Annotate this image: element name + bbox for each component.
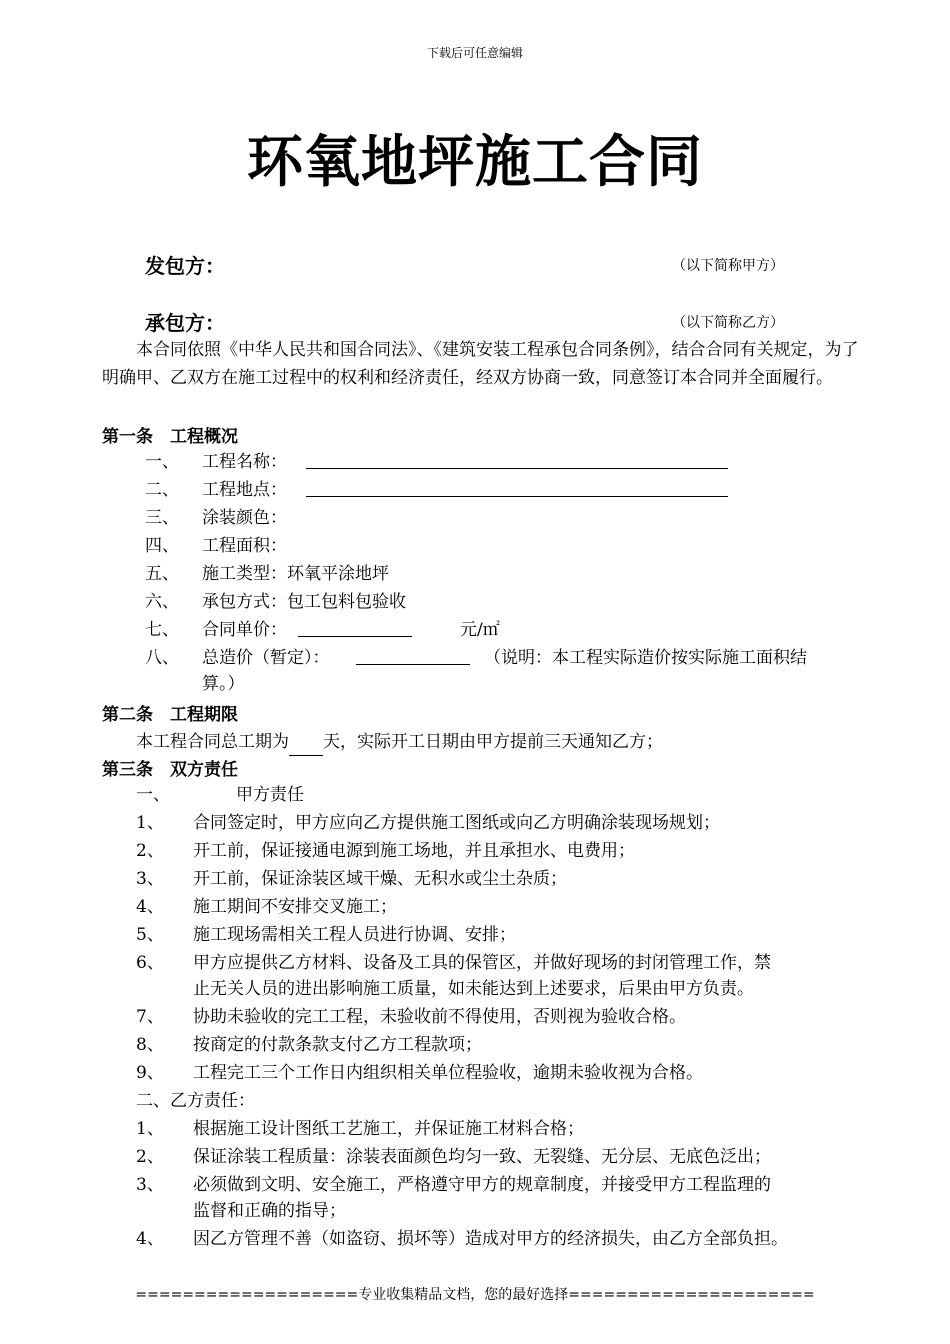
unit-price-unit: 元/㎡ xyxy=(460,620,500,640)
project-location-blank xyxy=(306,478,728,497)
item-num: 7、 xyxy=(136,1007,164,1027)
article-3-heading: 第三条 双方责任 xyxy=(102,760,238,780)
party-a-item: 协助未验收的完工工程，未验收前不得使用，否则视为验收合格。 xyxy=(193,1007,686,1027)
construction-type: 施工类型：环氧平涂地坪 xyxy=(202,564,389,584)
project-location-label: 工程地点： xyxy=(202,480,287,500)
item-num: 3、 xyxy=(136,1175,164,1195)
party-a-duties-num: 一、 xyxy=(136,785,170,805)
party-a-item: 施工期间不安排交叉施工； xyxy=(193,897,397,917)
article-1-item-num: 五、 xyxy=(145,564,179,584)
header-note: 下载后可任意编辑 xyxy=(426,46,523,60)
duration-text xyxy=(136,728,663,756)
article-1-item-num: 六、 xyxy=(145,592,179,612)
project-area-label: 工程面积： xyxy=(202,536,287,556)
article-1-item-num: 三、 xyxy=(145,508,179,528)
item-num: 2、 xyxy=(136,841,164,861)
duration-blank xyxy=(289,737,323,756)
total-price-note: （说明：本工程实际造价按实际施工面积结 xyxy=(484,648,807,668)
contract-mode: 承包方式：包工包料包验收 xyxy=(202,592,406,612)
party-a-note: （以下简称甲方） xyxy=(672,258,784,274)
party-a-item: 开工前，保证接通电源到施工场地，并且承担水、电费用； xyxy=(193,841,635,861)
party-a-item: 开工前，保证涂装区域干燥、无积水或尘土杂质； xyxy=(193,869,567,889)
article-1-item-num: 八、 xyxy=(145,648,179,668)
duration-text-before: 本工程合同总工期为 xyxy=(136,732,289,752)
party-b-item: 保证涂装工程质量：涂装表面颜色均匀一致、无裂缝、无分层、无底色泛出； xyxy=(193,1147,771,1167)
party-b-item-cont: 监督和正确的指导； xyxy=(193,1201,346,1221)
duration-text-after: 天，实际开工日期由甲方提前三天通知乙方； xyxy=(323,732,663,752)
item-num: 1、 xyxy=(136,813,164,833)
total-price-label: 总造价（暂定）： xyxy=(202,648,330,668)
footer-banner: ===================专业收集精品文档，您的最好选择===================== xyxy=(135,1287,815,1303)
party-b-duties-heading: 二、乙方责任： xyxy=(136,1091,255,1111)
party-a-duties-heading: 甲方责任 xyxy=(236,785,304,805)
party-b-item: 必须做到文明、安全施工，严格遵守甲方的规章制度，并接受甲方工程监理的 xyxy=(193,1175,771,1195)
article-1-item-num: 四、 xyxy=(145,536,179,556)
item-num: 1、 xyxy=(136,1119,164,1139)
party-b-label: 承包方： xyxy=(145,311,225,335)
total-price-blank xyxy=(356,646,470,665)
party-a-item: 甲方应提供乙方材料、设备及工具的保管区，并做好现场的封闭管理工作，禁 xyxy=(193,953,771,973)
item-num: 4、 xyxy=(136,1229,164,1249)
party-a-item: 工程完工三个工作日内组织相关单位程验收，逾期未验收视为合格。 xyxy=(193,1063,703,1083)
project-name-blank xyxy=(306,450,728,469)
item-num: 8、 xyxy=(136,1035,164,1055)
article-1-item-num: 二、 xyxy=(145,480,179,500)
party-a-item: 按商定的付款条款支付乙方工程款项； xyxy=(193,1035,482,1055)
intro-paragraph: 本合同依照《中华人民共和国合同法》、《建筑安装工程承包合同条例》，结合合同有关规定，为了明确甲、乙双方在施工过程中的权利和经济责任，经双方协商一致，同意签订本合同并全面履行。 xyxy=(102,340,859,388)
party-a-label: 发包方： xyxy=(145,254,225,278)
article-1-item-num: 一、 xyxy=(145,452,179,472)
project-name-label: 工程名称： xyxy=(202,452,287,472)
item-num: 4、 xyxy=(136,897,164,917)
party-a-item: 施工现场需相关工程人员进行协调、安排； xyxy=(193,925,516,945)
item-num: 3、 xyxy=(136,869,164,889)
party-a-item: 合同签定时，甲方应向乙方提供施工图纸或向乙方明确涂装现场规划； xyxy=(193,813,720,833)
article-1-item-num: 七、 xyxy=(145,620,179,640)
party-b-item: 根据施工设计图纸工艺施工，并保证施工材料合格； xyxy=(193,1119,584,1139)
party-b-item: 因乙方管理不善（如盗窃、损坏等）造成对甲方的经济损失，由乙方全部负担。 xyxy=(193,1229,788,1249)
document-title: 环氧地坪施工合同 xyxy=(247,129,703,195)
party-a-item-cont: 止无关人员的进出影响施工质量，如未能达到上述要求，后果由甲方负责。 xyxy=(193,979,754,999)
item-num: 6、 xyxy=(136,953,164,973)
item-num: 9、 xyxy=(136,1063,164,1083)
total-price-note-cont: 算。） xyxy=(202,674,245,694)
coating-color-label: 涂装颜色： xyxy=(202,508,287,528)
party-b-note: （以下简称乙方） xyxy=(672,315,784,331)
article-1-heading: 第一条 工程概况 xyxy=(102,427,238,447)
item-num: 5、 xyxy=(136,925,164,945)
unit-price-label: 合同单价： xyxy=(202,620,287,640)
item-num: 2、 xyxy=(136,1147,164,1167)
article-2-heading: 第二条 工程期限 xyxy=(102,705,238,725)
unit-price-blank xyxy=(298,618,412,637)
